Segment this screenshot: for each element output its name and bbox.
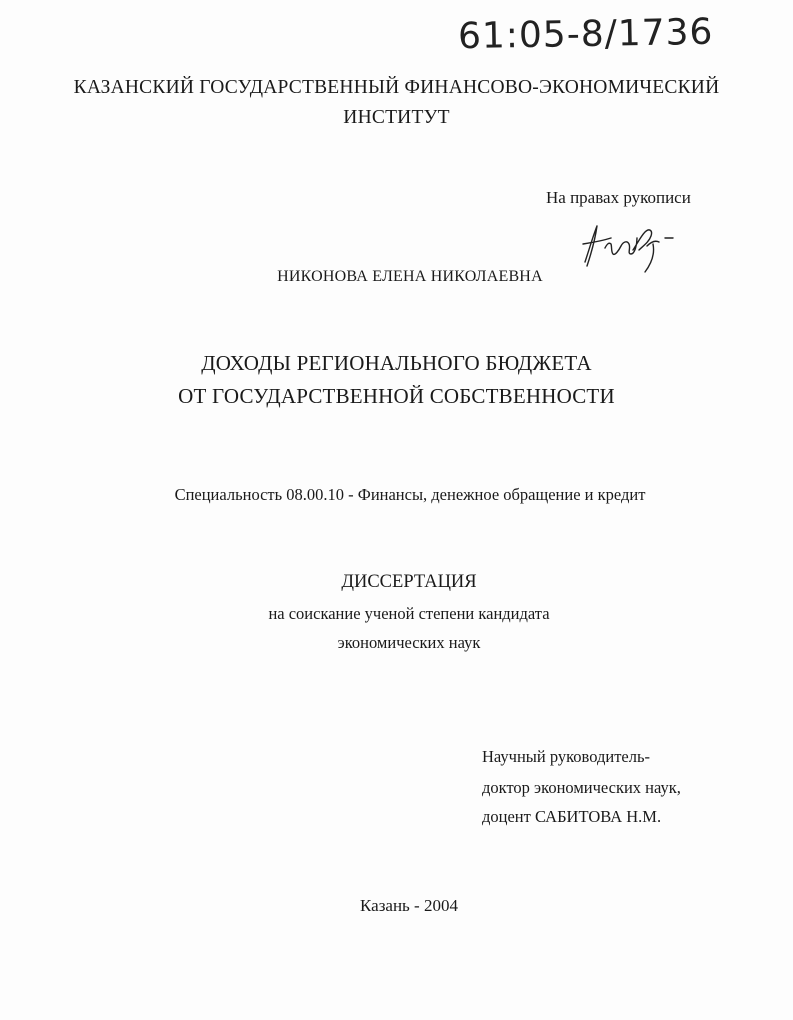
- degree-line-2: экономических наук: [337, 633, 481, 652]
- degree-line-1: на соискание ученой степени кандидата: [268, 604, 550, 623]
- specialty: Специальность 08.00.10 - Финансы, денежное обращение и кредит: [174, 485, 646, 504]
- supervisor-line-2: доктор экономических наук,: [482, 778, 681, 797]
- thesis-title-line-1: ДОХОДЫ РЕГИОНАЛЬНОГО БЮДЖЕТА: [201, 351, 592, 375]
- supervisor-line-1: Научный руководитель-: [482, 747, 650, 766]
- handwritten-signature: [575, 214, 685, 274]
- archive-stamp-number: 61:05-8/1736: [457, 11, 714, 58]
- institute-name-line-2: ИНСТИТУТ: [343, 107, 450, 128]
- author-name: НИКОНОВА ЕЛЕНА НИКОЛАЕВНА: [277, 268, 543, 285]
- document-type-heading: ДИССЕРТАЦИЯ: [341, 572, 477, 592]
- city-and-year: Казань - 2004: [360, 896, 458, 915]
- supervisor-line-3: доцент САБИТОВА Н.М.: [482, 807, 662, 826]
- thesis-title-line-2: ОТ ГОСУДАРСТВЕННОЙ СОБСТВЕННОСТИ: [178, 384, 615, 408]
- manuscript-rights-note: На правах рукописи: [546, 188, 691, 207]
- institute-name-line-1: КАЗАНСКИЙ ГОСУДАРСТВЕННЫЙ ФИНАНСОВО-ЭКОНОМИЧЕСКИЙ: [73, 77, 720, 98]
